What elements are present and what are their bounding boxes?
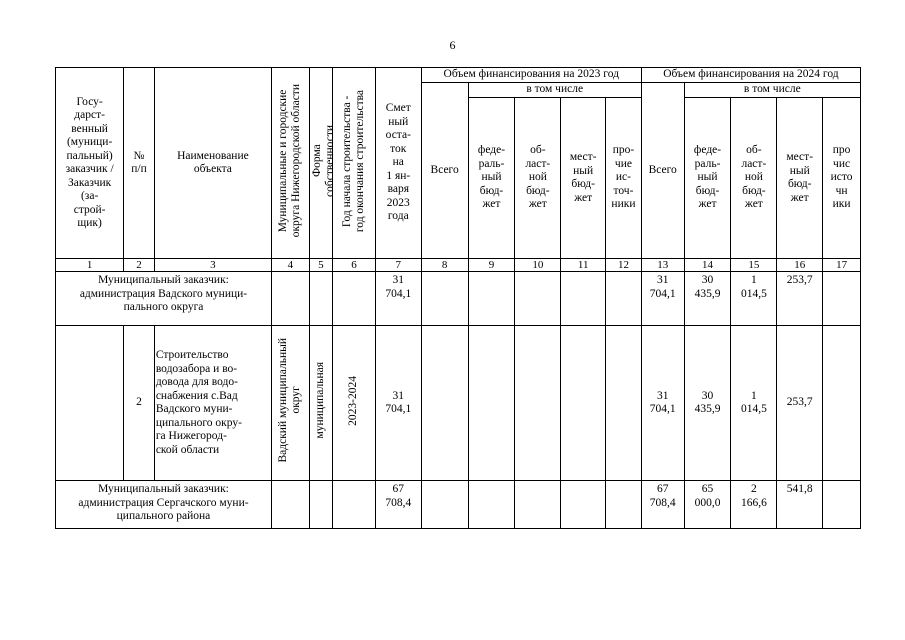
header-fin-2024: Объем финансирования на 2024 год [641,68,860,83]
header-customer: Госу- дарст- венный (муници- пальный) заказчик / Заказчик (за- строй- щик) [56,68,124,259]
page-number: 6 [449,38,456,52]
customer-cell: Муниципальный заказчик: администрация Сергачского муни- ципального района [56,481,272,529]
header-total-2024: Всего [641,83,684,259]
col-num: 7 [375,259,421,272]
col-num: 14 [684,259,731,272]
col-num: 5 [309,259,332,272]
header-fed-2024: феде- раль- ный бюд- жет [684,98,731,259]
col-num: 1 [56,259,124,272]
fed-2024-cell: 65 000,0 [684,481,731,529]
object-name-cell: Строительство водозабора и во- довода для водо- снабжения с.Вад Вадского муни- ципального окру- га Нижегород- ской области [154,326,271,481]
cell [515,481,561,529]
col-num: 2 [124,259,155,272]
cell [421,481,468,529]
loc-2024-cell: 253,7 [777,326,823,481]
cell [823,481,861,529]
col-num: 11 [561,259,606,272]
header-oth-2023: про- чие ис- точ- ники [606,98,642,259]
header-obl-2023: об- ласт- ной бюд- жет [515,98,561,259]
obl-2024-cell: 2 166,6 [731,481,777,529]
obl-2024-cell: 1 014,5 [731,326,777,481]
cell [823,326,861,481]
total-2024-cell: 31 704,1 [641,272,684,326]
cell [606,326,642,481]
cell [561,272,606,326]
estimate-cell: 67 708,4 [375,481,421,529]
cell [606,481,642,529]
header-fed-2023: феде- раль- ный бюд- жет [468,98,515,259]
col-num: 3 [154,259,271,272]
loc-2024-cell: 541,8 [777,481,823,529]
header-ownership: Форма собственности [309,68,332,259]
fed-2024-cell: 30 435,9 [684,272,731,326]
table-row [56,272,861,326]
header-num: № п/п [124,68,155,259]
cell [515,326,561,481]
header-obl-2024: об- ласт- ной бюд- жет [731,98,777,259]
cell [309,272,332,326]
col-num: 6 [333,259,376,272]
cell [56,326,124,481]
header-loc-2024: мест- ный бюд- жет [777,98,823,259]
total-2024-cell: 67 708,4 [641,481,684,529]
header-object-name: Наименование объекта [154,68,271,259]
cell [561,326,606,481]
header-oth-2024: про чис исто чн ики [823,98,861,259]
estimate-cell: 31 704,1 [375,272,421,326]
col-num: 4 [271,259,309,272]
col-num: 8 [421,259,468,272]
cell [468,272,515,326]
ownership-cell: муниципальная [309,326,332,481]
cell [309,481,332,529]
municipality-cell: Вадский муниципальный округ [271,326,309,481]
total-2024-cell: 31 704,1 [641,326,684,481]
table-row [56,326,861,481]
cell [271,481,309,529]
cell [421,272,468,326]
header-incl-2023: в том числе [468,83,641,98]
customer-cell: Муниципальный заказчик: администрация Вадского муници- пального округа [56,272,272,326]
num-cell: 2 [124,326,155,481]
header-loc-2023: мест- ный бюд- жет [561,98,606,259]
cell [561,481,606,529]
obl-2024-cell: 1 014,5 [731,272,777,326]
cell [333,272,376,326]
cell [515,272,561,326]
header-incl-2024: в том числе [684,83,860,98]
loc-2024-cell: 253,7 [777,272,823,326]
cell [421,326,468,481]
col-num: 13 [641,259,684,272]
col-num: 9 [468,259,515,272]
header-municipality: Муниципальные и городские округа Нижегородской области [271,68,309,259]
estimate-cell: 31 704,1 [375,326,421,481]
header-years: Год начала строительства - год окончания строительства [333,68,376,259]
cell [606,272,642,326]
years-cell: 2023-2024 [333,326,376,481]
header-estimate-rest: Смет ный оста- ток на 1 ян- варя 2023 года [375,68,421,259]
header-fin-2023: Объем финансирования на 2023 год [421,68,641,83]
cell [271,272,309,326]
column-numbers-row [56,259,861,272]
cell [823,272,861,326]
table-row [56,481,861,529]
financing-table [55,67,861,529]
cell [333,481,376,529]
cell [468,326,515,481]
col-num: 15 [731,259,777,272]
cell [468,481,515,529]
col-num: 17 [823,259,861,272]
col-num: 16 [777,259,823,272]
col-num: 10 [515,259,561,272]
col-num: 12 [606,259,642,272]
header-total-2023: Всего [421,83,468,259]
fed-2024-cell: 30 435,9 [684,326,731,481]
